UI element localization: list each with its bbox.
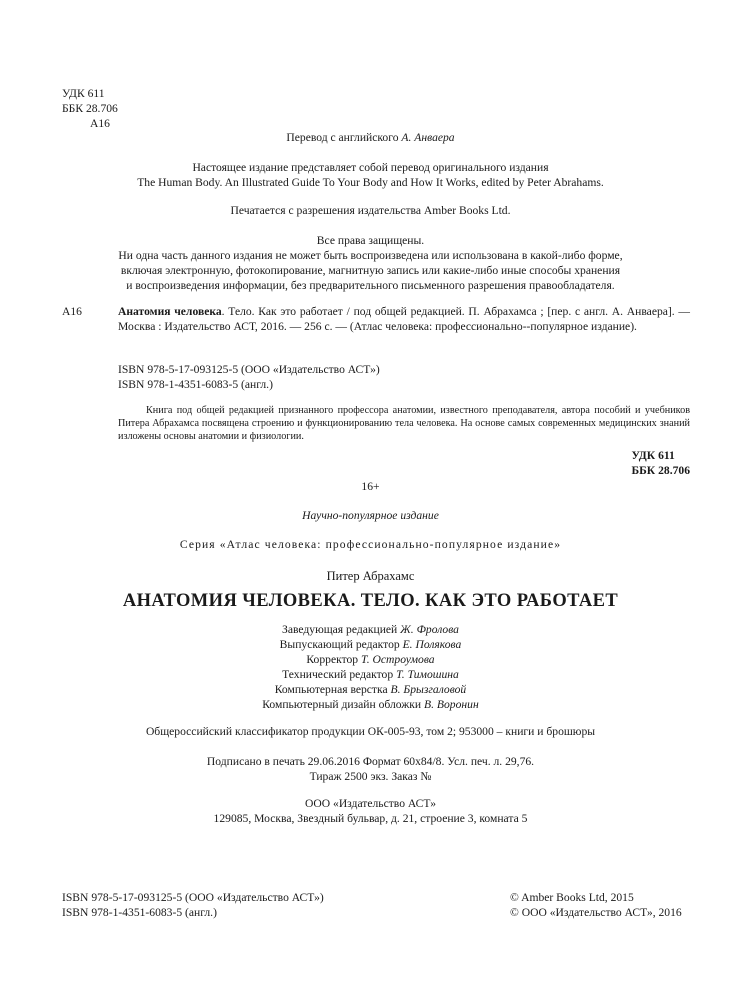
print-info-line1: Подписано в печать 29.06.2016 Формат 60x84/8. Усл. печ. л. 29,76. <box>206 755 535 768</box>
credit-role: Заведующая редакцией <box>282 623 398 636</box>
original-edition-line1: Настоящее издание представляет собой перевод оригинального издания <box>192 161 549 174</box>
classification-codes <box>62 86 118 131</box>
classification-codes-right <box>631 448 690 478</box>
isbn-block-bottom <box>62 890 324 920</box>
publisher-block <box>0 796 741 826</box>
credit-person: В. Воронин <box>424 698 479 711</box>
isbn-mid-line2: ISBN 978-1-4351-6083-5 (англ.) <box>118 378 273 391</box>
credit-line <box>0 667 741 682</box>
credit-person: Т. Остроумова <box>361 653 435 666</box>
credit-role: Корректор <box>306 653 359 666</box>
rights-block <box>0 233 741 293</box>
isbn-bottom-line1: ISBN 978-5-17-093125-5 (ООО «Издательство АСТ») <box>62 891 324 904</box>
rights-line1: Все права защищены. <box>316 234 425 247</box>
biblio-text <box>118 304 690 334</box>
credit-person: Е. Полякова <box>402 638 462 651</box>
author-name: Питер Абрахамс <box>326 569 415 583</box>
annotation-text: Книга под общей редакцией признанного профессора анатомии, известного преподавателя, автора пособий и учебников Питера Абрахамса посвящена строению и функционированию тела человека. На основе самых современных медицинских знаний изложены основы анатомии и физиологии. <box>118 405 690 442</box>
biblio-tag: А16 <box>62 305 82 318</box>
copyright-line1: © Amber Books Ltd, 2015 <box>510 891 634 904</box>
rights-line4: и воспроизведения информации, без предварительного письменного разрешения правообладателя. <box>126 279 615 292</box>
copyright-block <box>510 890 682 920</box>
isbn-mid-line1: ISBN 978-5-17-093125-5 (ООО «Издательство АСТ») <box>118 363 380 376</box>
isbn-bottom-line2: ISBN 978-1-4351-6083-5 (англ.) <box>62 906 217 919</box>
isbn-block-mid <box>118 362 380 392</box>
translator-name: А. Анваера <box>401 131 455 144</box>
credit-line <box>0 622 741 637</box>
annotation <box>118 404 690 443</box>
credit-role: Выпускающий редактор <box>279 638 400 651</box>
print-info <box>0 754 741 784</box>
series-line: Серия «Атлас человека: профессионально-популярное издание» <box>179 538 562 551</box>
print-info-line2: Тираж 2500 экз. Заказ № <box>309 770 432 783</box>
udk-code: УДК 611 <box>62 87 105 100</box>
original-edition <box>0 160 741 190</box>
credits-block <box>0 622 741 712</box>
author-mark: А16 <box>90 117 110 130</box>
udk-code-right: УДК 611 <box>631 449 675 462</box>
publisher-address: 129085, Москва, Звездный бульвар, д. 21, строение 3, комната 5 <box>213 812 528 825</box>
publisher-name: ООО «Издательство АСТ» <box>305 797 436 810</box>
edition-type: Научно-популярное издание <box>302 509 439 522</box>
translation-prefix: Перевод с английского <box>286 131 399 144</box>
copyright-line2: © ООО «Издательство АСТ», 2016 <box>510 906 682 919</box>
rights-line3: включая электронную, фотокопирование, магнитную запись или какие-либо иные способы хранения <box>120 264 621 277</box>
product-classifier: Общероссийский классификатор продукции ОК-005-93, том 2; 953000 – книги и брошюры <box>145 725 596 738</box>
bbk-code-right: ББК 28.706 <box>631 464 690 477</box>
biblio-title: Анатомия человека <box>118 305 222 318</box>
credit-line <box>0 637 741 652</box>
credit-line <box>0 682 741 697</box>
credit-line <box>0 652 741 667</box>
credit-person: Ж. Фролова <box>400 623 459 636</box>
credit-person: Т. Тимошина <box>396 668 459 681</box>
credit-role: Компьютерная верстка <box>274 683 388 696</box>
credit-role: Компьютерный дизайн обложки <box>262 698 422 711</box>
bibliographic-record <box>62 304 690 334</box>
book-title: АНАТОМИЯ ЧЕЛОВЕКА. ТЕЛО. КАК ЭТО РАБОТАЕТ <box>122 591 619 611</box>
translation-line <box>0 130 741 145</box>
credit-person: В. Брызгаловой <box>390 683 467 696</box>
biblio-rest: . Тело. Как это работает / под общей редакцией. П. Абрахамса ; [пер. с англ. А. Анваера]. — Москва : Издательство АСТ, 2016. — 256 с. — (Атлас человека: профессионально--популярное издание). <box>118 305 691 333</box>
credit-line <box>0 697 741 712</box>
permission-line: Печатается с разрешения издательства Amber Books Ltd. <box>230 204 511 217</box>
original-edition-line2: The Human Body. An Illustrated Guide To Your Body and How It Works, edited by Peter Abrahams. <box>137 176 604 189</box>
credit-role: Технический редактор <box>282 668 394 681</box>
bbk-code: ББК 28.706 <box>62 102 118 115</box>
age-rating: 16+ <box>361 480 380 493</box>
rights-line2: Ни одна часть данного издания не может быть воспроизведена или использована в какой-либо форме, <box>118 249 623 262</box>
